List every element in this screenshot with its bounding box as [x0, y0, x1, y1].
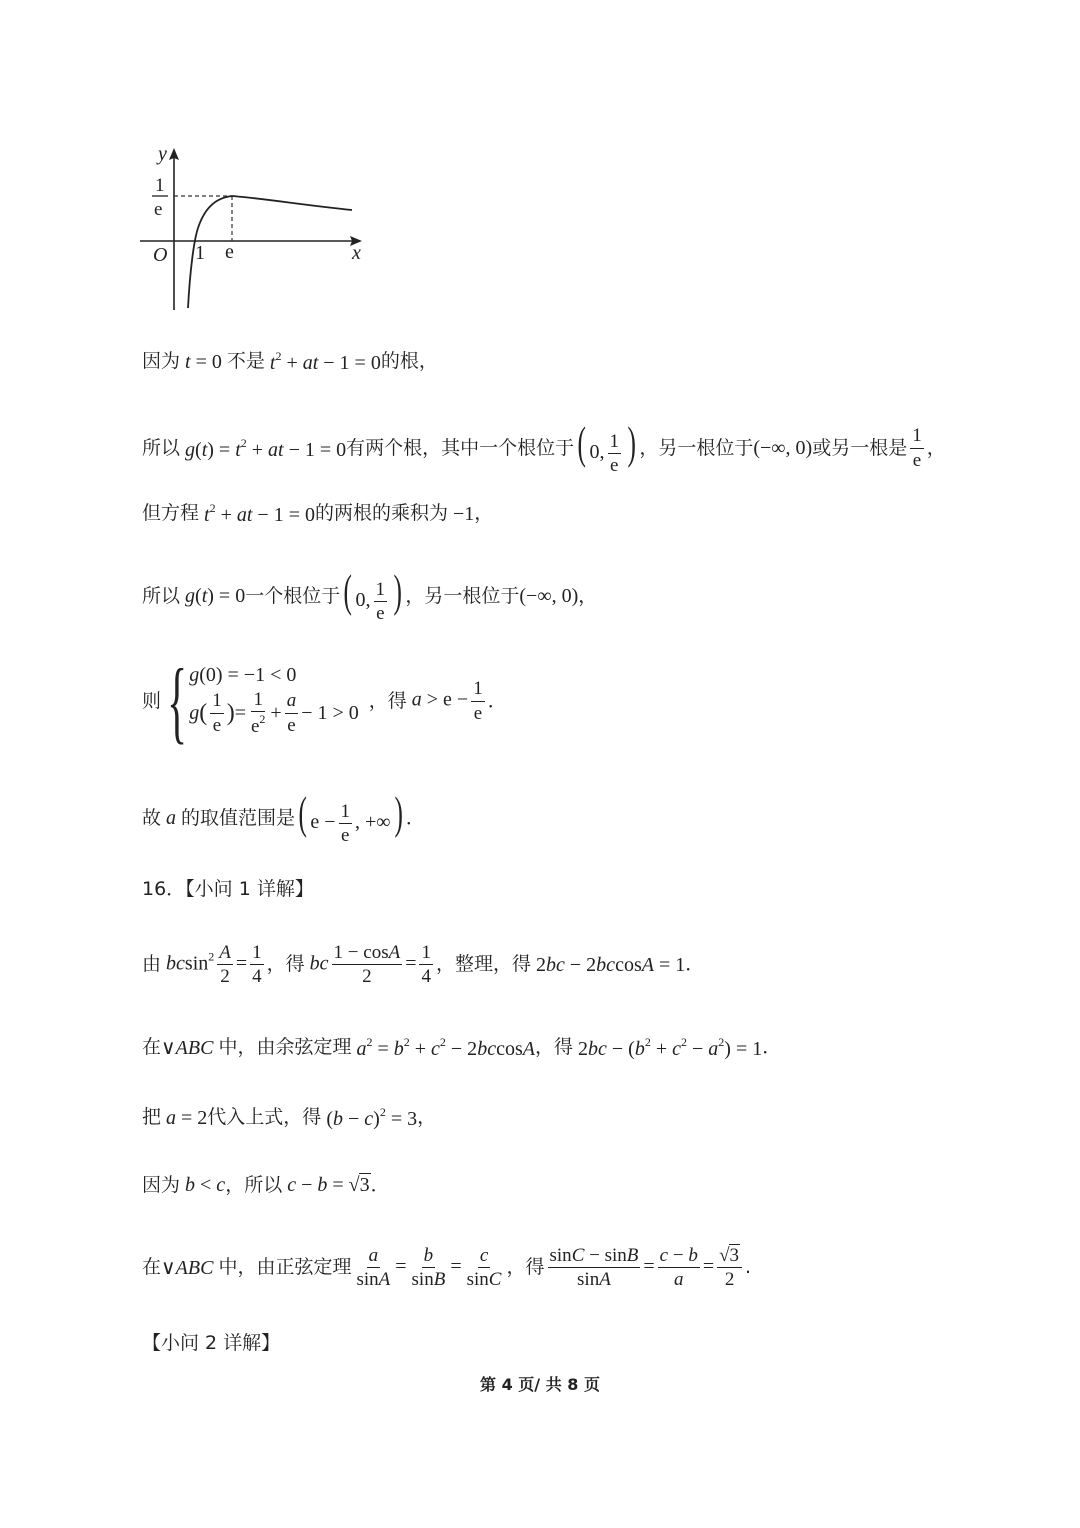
math: (−∞, 0): [753, 437, 813, 460]
paragraph-2: 所以 $g(t) = t^2$ + at − 1 = 0 有两个根，其中一个根位于 ( 0, $\frac{1}{e}$ ) ，另一根位于 (−∞, 0) 或另一根是 $\frac{1}{e}$ ，: [142, 417, 946, 476]
paragraph-4: 所以 g(t) = 0 一个根位于 ( 0, $\frac{1}{e}$ ) ，另一根位于 (−∞, 0) ，: [142, 565, 598, 624]
math: 2bc − 2bccosA = 1: [531, 953, 686, 976]
inequality-system: g (0) = −1 < 0 g ( $\frac{1}{e}$ ) = $\frac{1}{e^2}$ + $\frac{a}{e}$ − 1 > 0: [189, 663, 359, 737]
math: ∨ABC: [161, 1256, 214, 1279]
paragraph-7: 由 bcsin$^2$ $\frac{A}{2}$ = $\frac{1}{4}$ ，得 bc $\frac{1 - \cos A}{2}$ = $\frac{1}{4}$ ，整理，得 2bc − 2bccosA = 1 ．: [142, 942, 705, 988]
math: $\frac{1}{e}$: [912, 425, 922, 471]
math: $g(t) = t^2$ + at − 1 = 0: [185, 435, 347, 461]
question-16-subpart-2-header: 【小问 2 详解】: [142, 1332, 281, 1354]
math: a > e − $\frac{1}{e}$: [411, 678, 483, 724]
math: $\frac{\sin C - \sin B}{\sin A}$ = $\frac{c - b}{a}$ = $\frac{√3}{2}$: [545, 1245, 746, 1291]
math: t = 0: [185, 350, 227, 373]
math: $t^2$ + at − 1 = 0: [269, 349, 381, 374]
math: bc $\frac{1 - \cos A}{2}$ = $\frac{1}{4}$: [309, 942, 431, 988]
math: $\frac{a}{\sin A}$ = $\frac{b}{\sin B}$ = $\frac{c}{\sin C}$: [356, 1245, 502, 1291]
math: $a^2 = b^2 + c^2 - 2bccosA$: [356, 1035, 535, 1060]
tick-y-denominator: e: [154, 199, 163, 220]
tick-label-1: 1: [195, 242, 205, 264]
paragraph-11: 在 ∨ABC 中，由正弦定理 $\frac{a}{\sin A}$ = $\frac{b}{\sin B}$ = $\frac{c}{\sin C}$ ，得 $\frac{\sin C - \sin B}{\sin A}$ = $\frac{c - b}{a}$ = $\frac{√3}{2}$ .: [142, 1245, 752, 1291]
math: ( 0, $\frac{1}{e}$ ): [343, 565, 402, 624]
math: g(t) = 0: [185, 585, 246, 608]
left-brace: {: [167, 650, 188, 752]
x-axis-label: x: [352, 242, 361, 264]
math: ( 0, $\frac{1}{e}$ ): [577, 417, 636, 476]
math: b < c: [185, 1174, 226, 1196]
paragraph-3: 但方程 $t^2$ + at − 1 = 0 的两根的乘积为 −1 ，: [142, 501, 494, 526]
math: c − b = √3: [287, 1174, 370, 1196]
y-axis-label: y: [158, 143, 167, 165]
math: ( e − $\frac{1}{e}$ , +∞): [298, 787, 403, 846]
curve-ln-x-over-x: [188, 196, 352, 308]
math: ∨ABC: [161, 1036, 214, 1059]
paragraph-5: 则 { g (0) = −1 < 0 g ( $\frac{1}{e}$ ) = $\frac{1}{e^2}$ + $\frac{a}{e}$ − 1 > 0 ，得 a > e − $\frac{1}{e}$ ．: [142, 650, 507, 752]
math: $(b - c)^2 = 3$: [321, 1105, 418, 1130]
math: (−∞, 0): [519, 585, 579, 608]
paragraph-9: 把 a = 2 代入上式，得 $(b - c)^2 = 3$ ，: [142, 1105, 437, 1130]
math: −1: [448, 502, 475, 525]
paragraph-1: 因为 t = 0 不是 $t^2$ + at − 1 = 0 的根，: [142, 349, 438, 374]
tick-y-numerator: 1: [155, 175, 165, 196]
page-footer: 第 4 页/ 共 8 页: [480, 1375, 600, 1394]
math: bcsin$^2$ $\frac{A}{2}$ = $\frac{1}{4}$: [166, 942, 262, 988]
math: a: [166, 807, 177, 830]
math: $2bc - (b^2 + c^2 - a^2) = 1$: [572, 1035, 763, 1060]
math: a = 2: [166, 1106, 208, 1129]
paragraph-10: 因为 b < c ，所以 c − b = √3 ．: [142, 1173, 390, 1196]
math: $t^2$ + at − 1 = 0: [204, 501, 315, 526]
paragraph-6: 故 a 的取值范围是 ( e − $\frac{1}{e}$ , +∞) ．: [142, 787, 425, 846]
question-16-subpart-1-header: 16．【小问 1 详解】: [142, 878, 314, 900]
origin-label: O: [153, 244, 168, 266]
paragraph-8: 在 ∨ABC 中，由余弦定理 $a^2 = b^2 + c^2 - 2bccosA$ ，得 $2bc - (b^2 + c^2 - a^2) = 1$ ．: [142, 1035, 782, 1060]
tick-label-e: e: [225, 241, 234, 263]
function-graph: [140, 140, 380, 315]
